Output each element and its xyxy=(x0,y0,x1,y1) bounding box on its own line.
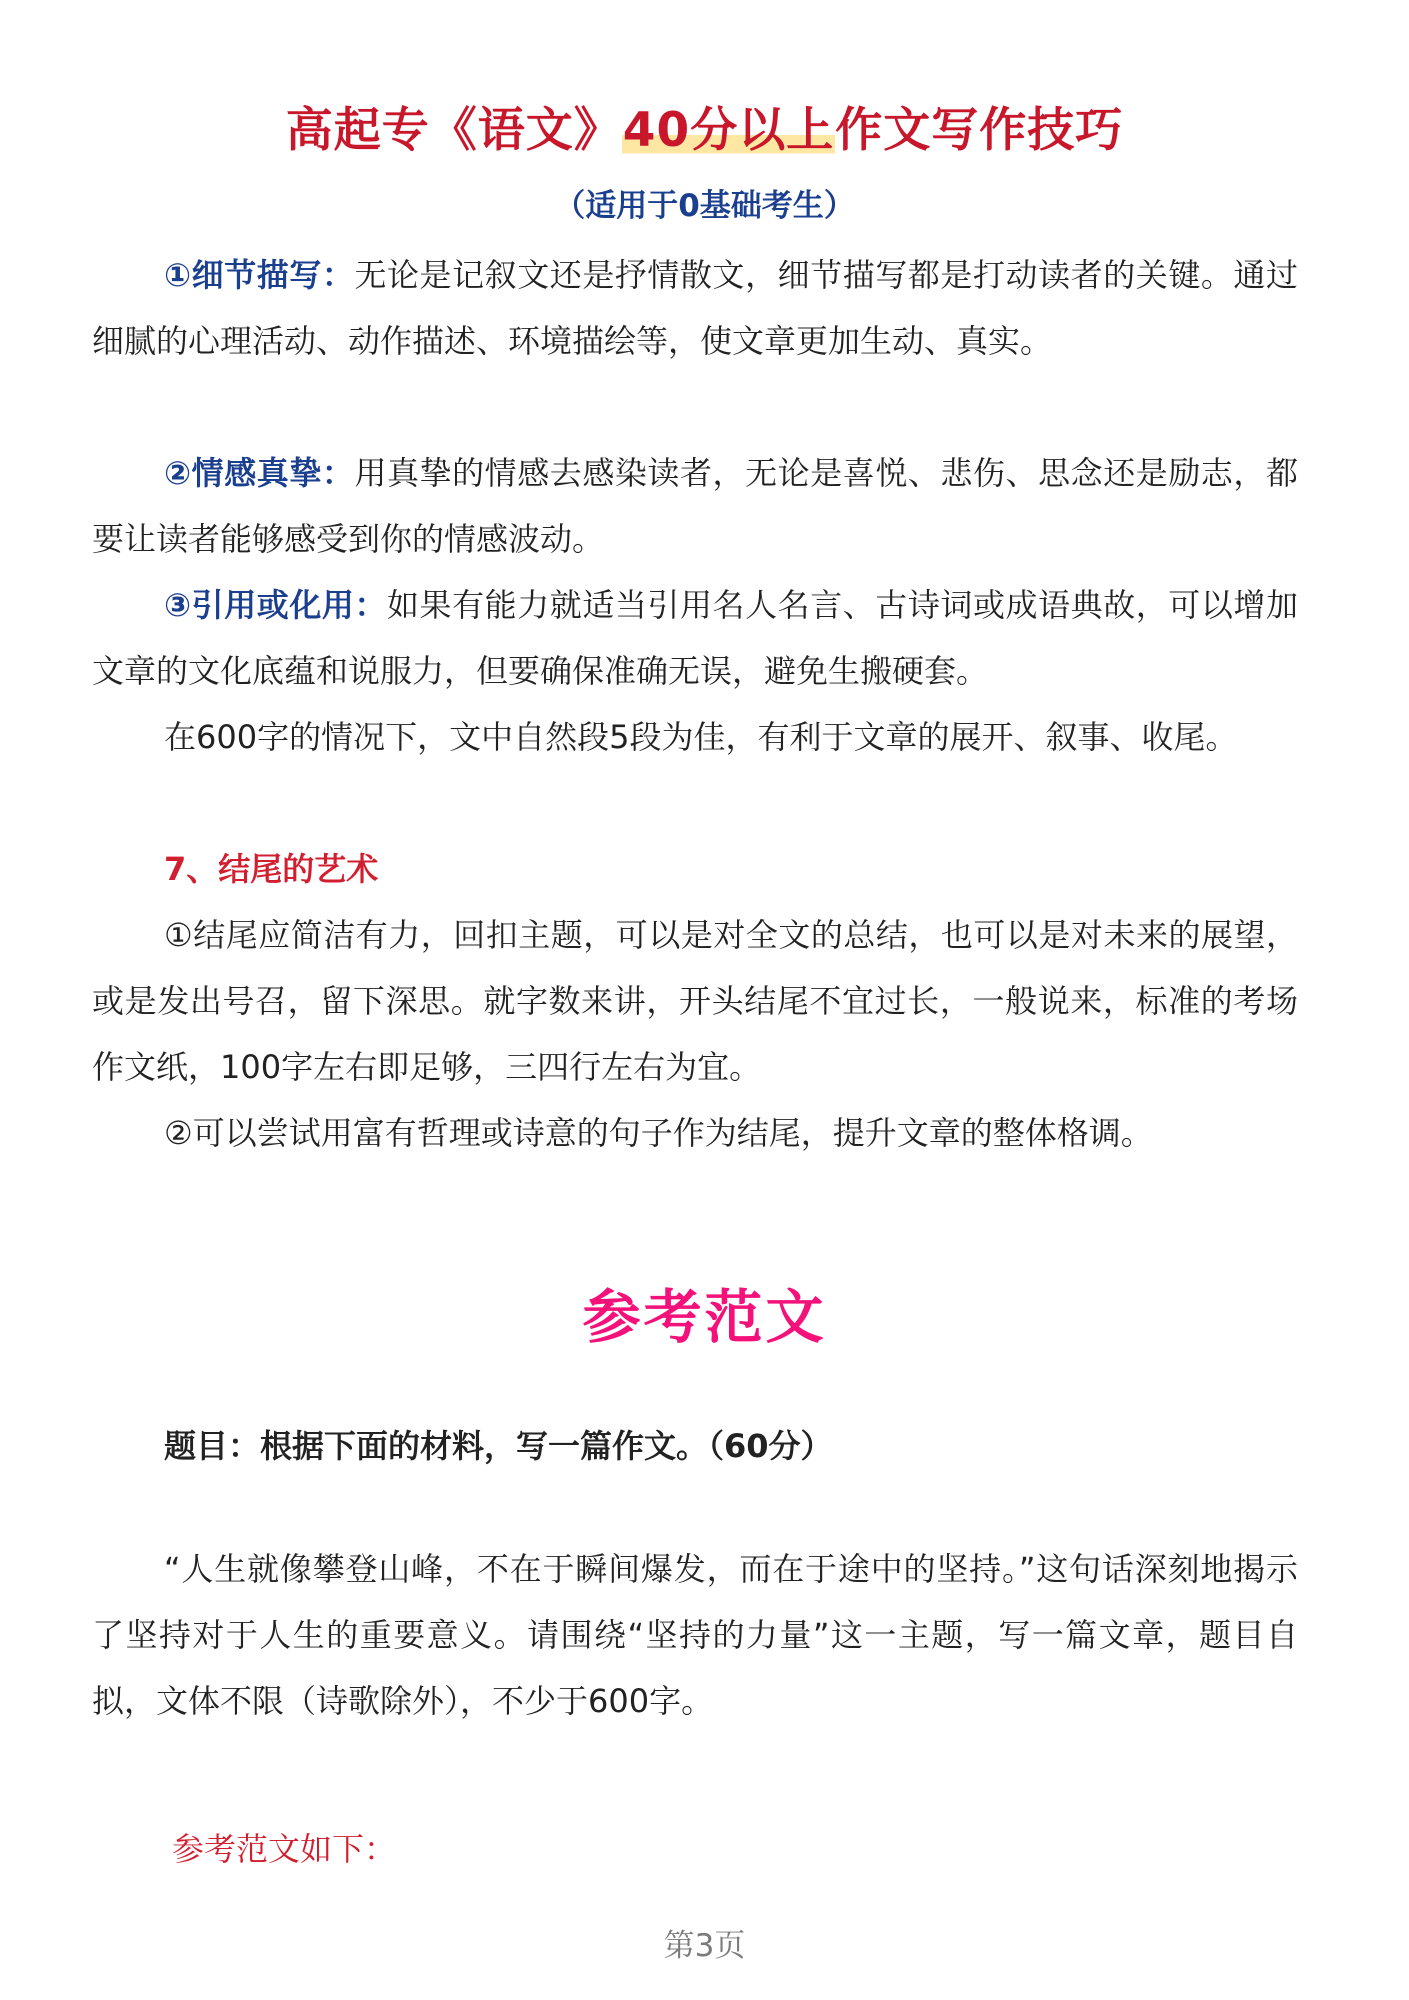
tip-label: ③引用或化用： xyxy=(164,586,387,624)
tip-quotation xyxy=(92,572,1298,704)
page-title xyxy=(0,96,1409,166)
tip-sincere-emotion xyxy=(92,440,1298,572)
section-7-heading: 7、结尾的艺术 xyxy=(164,850,379,888)
ending-tip-1: ①结尾应简洁有力，回扣主题，可以是对全文的总结，也可以是对未来的展望，或是发出号召，留下深思。就字数来讲，开头结尾不宜过长，一般说来，标准的考场作文纸，100字左右即足够，三四行左右为宜。 xyxy=(92,916,1298,1086)
page-subtitle: （适用于0基础考生） xyxy=(554,188,855,224)
tip-text: 如果有能力就适当引用名人名言、古诗词或成语典故，可以增加文章的文化底蕴和说服力，但要确保准确无误，避免生搬硬套。 xyxy=(92,586,1298,690)
page-number: 第3页 xyxy=(663,1928,746,1964)
tip-label: ②情感真挚： xyxy=(164,454,355,492)
title-part-1: 高起专《语文》 xyxy=(285,103,622,158)
essay-material: “人生就像攀登山峰，不在于瞬间爆发，而在于途中的坚持。”这句话深刻地揭示了坚持对于人生的重要意义。请围绕“坚持的力量”这一主题，写一篇文章，题目自拟，文体不限（诗歌除外），不少于600字。 xyxy=(92,1550,1298,1720)
reference-essay-heading: 参考范文 xyxy=(582,1283,827,1351)
paragraph-length-note: 在600字的情况下，文中自然段5段为佳，有利于文章的展开、叙事、收尾。 xyxy=(164,718,1238,756)
tip-label: ①细节描写： xyxy=(164,256,355,294)
sample-essay-label: 参考范文如下： xyxy=(172,1830,397,1868)
essay-prompt: 题目：根据下面的材料，写一篇作文。（60分） xyxy=(164,1427,833,1465)
tip-text: 无论是记叙文还是抒情散文，细节描写都是打动读者的关键。通过细腻的心理活动、动作描述、环境描绘等，使文章更加生动、真实。 xyxy=(92,256,1298,360)
tip-detail-description xyxy=(92,242,1298,374)
ending-tip-2: ②可以尝试用富有哲理或诗意的句子作为结尾，提升文章的整体格调。 xyxy=(164,1114,1153,1152)
title-highlight: 40分以上 xyxy=(622,103,835,158)
title-part-2: 作文写作技巧 xyxy=(835,103,1124,158)
tip-text: 用真挚的情感去感染读者，无论是喜悦、悲伤、思念还是励志，都要让读者能够感受到你的情感波动。 xyxy=(92,454,1298,558)
